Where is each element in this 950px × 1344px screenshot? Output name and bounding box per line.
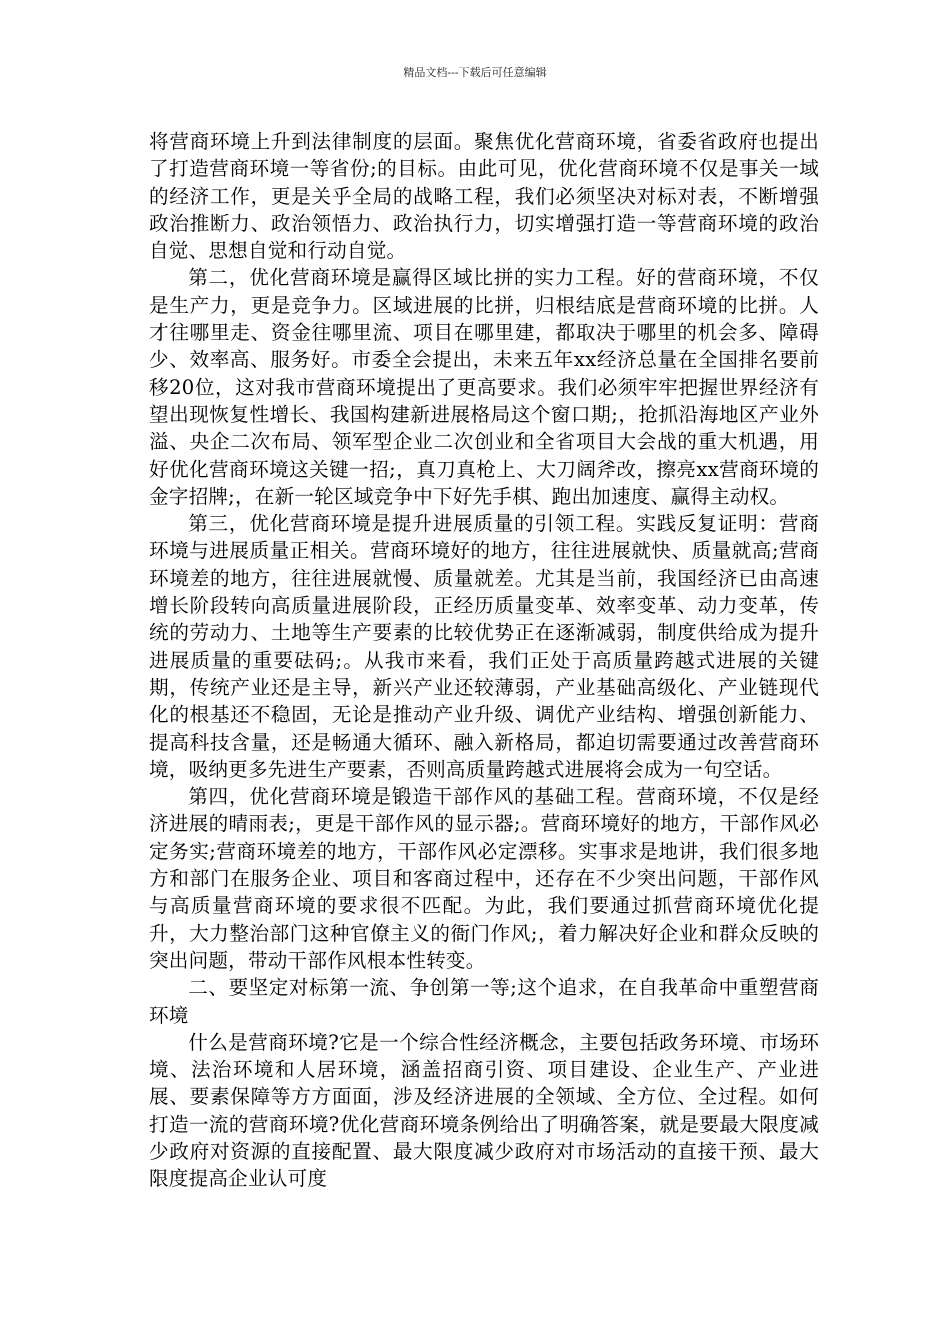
section-heading: 二、要坚定对标第一流、争创第一等;这个追求，在自我革命中重塑营商环境 [149,976,819,1027]
paragraph-3: 第三，优化营商环境是提升进展质量的引领工程。实践反复证明：营商环境与进展质量正相关。营商环境好的地方，往往进展就快、质量就高;营商环境差的地方，往往进展就慢、质量就差。尤其是当前，我国经济已由高速增长阶段转向高质量进展阶段，正经历质量变革、效率变革、动力变革，传统的劳动力、土地等生产要素的比较优势正在逐渐减弱，制度供给成为提升进展质量的重要砝码;。从我市来看，我们正处于高质量跨越式进展的关键期，传统产业还是主导，新兴产业还较薄弱，产业基础高级化、产业链现代化的根基还不稳固，无论是推动产业升级、调优产业结构、增强创新能力、提高科技含量，还是畅通大循环、融入新格局，都迫切需要通过改善营商环境，吸纳更多先进生产要素，否则高质量跨越式进展将会成为一句空话。 [149,512,819,781]
paragraph-4: 第四，优化营商环境是锻造干部作风的基础工程。营商环境，不仅是经济进展的晴雨表;，更是干部作风的显示器;。营商环境好的地方，干部作风必定务实;营商环境差的地方，干部作风必定漂移。实事求是地讲，我们很多地方和部门在服务企业、项目和客商过程中，还存在不少突出问题，干部作风与高质量营商环境的要求很不匹配。为此，我们要通过抓营商环境优化提升，大力整治部门这种官僚主义的衙门作风;，着力解决好企业和群众反映的突出问题，带动干部作风根本性转变。 [149,785,819,972]
paragraph-1: 将营商环境上升到法律制度的层面。聚焦优化营商环境，省委省政府也提出了打造营商环境一等省份;的目标。由此可见，优化营商环境不仅是事关一域的经济工作，更是关乎全局的战略工程，我们必须坚决对标对表，不断增强政治推断力、政治领悟力、政治执行力，切实增强打造一等营商环境的政治自觉、思想自觉和行动自觉。 [149,130,819,263]
paragraph-2: 第二，优化营商环境是赢得区域比拼的实力工程。好的营商环境，不仅是生产力，更是竞争力。区域进展的比拼，归根结底是营商环境的比拼。人才往哪里走、资金往哪里流、项目在哪里建，都取决于哪里的机会多、障碍少、效率高、服务好。市委全会提出，未来五年xx经济总量在全国排名要前移20位，这对我市营商环境提出了更高要求。我们必须牢牢把握世界经济有望出现恢复性增长、我国构建新进展格局这个窗口期;，抢抓沿海地区产业外溢、央企二次布局、领军型企业二次创业和全省项目大会战的重大机遇，用好优化营商环境这关键一招;，真刀真枪上、大刀阔斧改，擦亮xx营商环境的金字招牌;，在新一轮区域竞争中下好先手棋、跑出加速度、赢得主动权。 [149,266,819,508]
paragraph-5: 什么是营商环境?它是一个综合性经济概念，主要包括政务环境、市场环境、法治环境和人居环境，涵盖招商引资、项目建设、企业生产、产业进展、要素保障等方方面面，涉及经济进展的全领域、全方位、全过程。如何打造一流的营商环境?优化营商环境条例给出了明确答案，就是要最大限度减少政府对资源的直接配置、最大限度减少政府对市场活动的直接干预、最大限度提高企业认可度 [149,1030,819,1191]
document-body [149,128,819,1193]
page-header: 精品文档---下载后可任意编辑 [403,66,547,79]
